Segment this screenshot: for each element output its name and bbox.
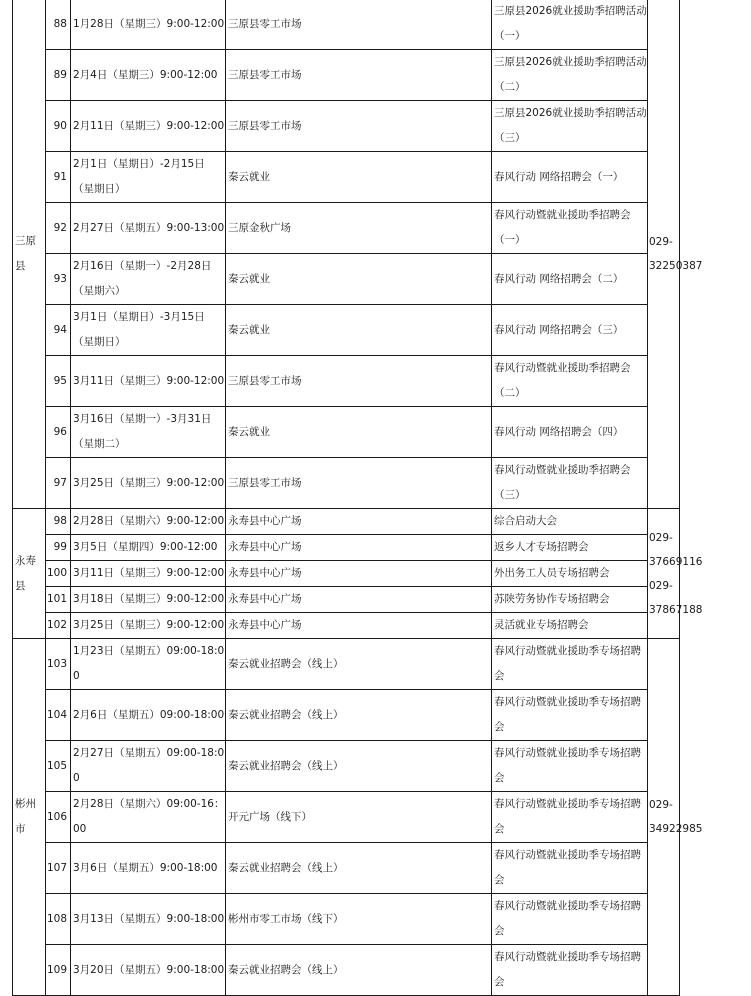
- event-cell: 三原县2026就业援助季招聘活动（二）: [492, 50, 648, 101]
- row-number: 101: [46, 587, 71, 613]
- venue-cell: 三原县零工市场: [226, 458, 492, 509]
- row-number: 97: [46, 458, 71, 509]
- event-cell: 综合启动大会: [492, 509, 648, 535]
- time-cell: 1月23日（星期五）09:00-18:00: [71, 639, 226, 690]
- event-cell: 春风行动暨就业援助季专场招聘会: [492, 690, 648, 741]
- venue-cell: 三原县零工市场: [226, 101, 492, 152]
- time-cell: 3月11日（星期三）9:00-12:00: [71, 561, 226, 587]
- table-body: [13, 0, 703, 996]
- time-cell: 3月5日（星期四）9:00-12:00: [71, 535, 226, 561]
- job-fair-schedule-table: [12, 0, 703, 996]
- venue-cell: 三原县零工市场: [226, 356, 492, 407]
- table-row: [13, 894, 680, 945]
- table-row: [13, 203, 680, 254]
- table-row: [13, 356, 680, 407]
- table-row: [13, 613, 680, 639]
- venue-cell: 永寿县中心广场: [226, 587, 492, 613]
- row-number: 90: [46, 101, 71, 152]
- time-cell: 2月4日（星期三）9:00-12:00: [71, 50, 226, 101]
- event-cell: 春风行动暨就业援助季招聘会（一）: [492, 203, 648, 254]
- row-number: 108: [46, 894, 71, 945]
- row-number: 109: [46, 945, 71, 996]
- time-cell: 3月1日（星期日）-3月15日（星期日）: [71, 305, 226, 356]
- event-cell: 春风行动暨就业援助季招聘会（二）: [492, 356, 648, 407]
- table-row: [13, 50, 680, 101]
- event-cell: 返乡人才专场招聘会: [492, 535, 648, 561]
- row-number: 88: [46, 0, 71, 50]
- row-number: 91: [46, 152, 71, 203]
- table-row: [13, 509, 680, 535]
- venue-cell: 秦云就业招聘会（线上）: [226, 843, 492, 894]
- table-row: [13, 741, 680, 792]
- county-cell: 永寿县: [13, 509, 46, 639]
- venue-cell: 永寿县中心广场: [226, 613, 492, 639]
- time-cell: 1月28日（星期三）9:00-12:00: [71, 0, 226, 50]
- time-cell: 3月16日（星期一）-3月31日（星期二）: [71, 407, 226, 458]
- venue-cell: 永寿县中心广场: [226, 535, 492, 561]
- event-cell: 春风行动 网络招聘会（四）: [492, 407, 648, 458]
- row-number: 103: [46, 639, 71, 690]
- table-row: [13, 305, 680, 356]
- table-row: [13, 945, 680, 996]
- table-row: [13, 152, 680, 203]
- time-cell: 2月6日（星期五）09:00-18:00: [71, 690, 226, 741]
- row-number: 100: [46, 561, 71, 587]
- table-row: [13, 639, 680, 690]
- venue-cell: 秦云就业: [226, 254, 492, 305]
- event-cell: 春风行动 网络招聘会（二）: [492, 254, 648, 305]
- venue-cell: 三原金秋广场: [226, 203, 492, 254]
- time-cell: 3月18日（星期三）9:00-12:00: [71, 587, 226, 613]
- row-number: 106: [46, 792, 71, 843]
- venue-cell: 秦云就业: [226, 152, 492, 203]
- event-cell: 外出务工人员专场招聘会: [492, 561, 648, 587]
- contact-phone: 029-37867188: [649, 579, 703, 616]
- contact-phone-cell: [648, 639, 703, 996]
- event-cell: 三原县2026就业援助季招聘活动（三）: [492, 101, 648, 152]
- row-number: 105: [46, 741, 71, 792]
- table-row: [13, 458, 680, 509]
- event-cell: 春风行动暨就业援助季专场招聘会: [492, 843, 648, 894]
- event-cell: 春风行动 网络招聘会（一）: [492, 152, 648, 203]
- contact-phone-cell: [648, 0, 703, 509]
- venue-cell: 三原县零工市场: [226, 50, 492, 101]
- venue-cell: 秦云就业招聘会（线上）: [226, 639, 492, 690]
- time-cell: 3月20日（星期五）9:00-18:00: [71, 945, 226, 996]
- event-cell: 春风行动 网络招聘会（三）: [492, 305, 648, 356]
- event-cell: 春风行动暨就业援助季专场招聘会: [492, 945, 648, 996]
- table-row: [13, 561, 680, 587]
- row-number: 104: [46, 690, 71, 741]
- row-number: 89: [46, 50, 71, 101]
- venue-cell: 永寿县中心广场: [226, 509, 492, 535]
- time-cell: 2月16日（星期一）-2月28日（星期六）: [71, 254, 226, 305]
- event-cell: 春风行动暨就业援助季专场招聘会: [492, 639, 648, 690]
- table-row: [13, 101, 680, 152]
- event-cell: 春风行动暨就业援助季招聘会（三）: [492, 458, 648, 509]
- time-cell: 3月13日（星期五）9:00-18:00: [71, 894, 226, 945]
- row-number: 94: [46, 305, 71, 356]
- venue-cell: 秦云就业招聘会（线上）: [226, 690, 492, 741]
- row-number: 98: [46, 509, 71, 535]
- table-row: [13, 407, 680, 458]
- venue-cell: 永寿县中心广场: [226, 561, 492, 587]
- time-cell: 3月6日（星期五）9:00-18:00: [71, 843, 226, 894]
- table-row: [13, 587, 680, 613]
- time-cell: 2月1日（星期日）-2月15日（星期日）: [71, 152, 226, 203]
- event-cell: 春风行动暨就业援助季专场招聘会: [492, 741, 648, 792]
- contact-phone: 029-34922985: [649, 799, 703, 835]
- venue-cell: 彬州市零工市场（线下）: [226, 894, 492, 945]
- event-cell: 灵活就业专场招聘会: [492, 613, 648, 639]
- row-number: 95: [46, 356, 71, 407]
- event-cell: 苏陕劳务协作专场招聘会: [492, 587, 648, 613]
- event-cell: 春风行动暨就业援助季专场招聘会: [492, 792, 648, 843]
- time-cell: 2月27日（星期五）9:00-13:00: [71, 203, 226, 254]
- venue-cell: 秦云就业: [226, 305, 492, 356]
- row-number: 102: [46, 613, 71, 639]
- time-cell: 3月25日（星期三）9:00-12:00: [71, 458, 226, 509]
- row-number: 92: [46, 203, 71, 254]
- time-cell: 2月28日（星期六）09:00-16：00: [71, 792, 226, 843]
- venue-cell: 秦云就业招聘会（线上）: [226, 741, 492, 792]
- venue-cell: 秦云就业: [226, 407, 492, 458]
- time-cell: 3月25日（星期三）9:00-12:00: [71, 613, 226, 639]
- venue-cell: 三原县零工市场: [226, 0, 492, 50]
- table-row: [13, 535, 680, 561]
- contact-phone: 029-37669116: [649, 531, 703, 568]
- table-row: [13, 843, 680, 894]
- time-cell: 2月11日（星期三）9:00-12:00: [71, 101, 226, 152]
- row-number: 93: [46, 254, 71, 305]
- venue-cell: 开元广场（线下）: [226, 792, 492, 843]
- event-cell: 春风行动暨就业援助季专场招聘会: [492, 894, 648, 945]
- table-row: [13, 690, 680, 741]
- venue-cell: 秦云就业招聘会（线上）: [226, 945, 492, 996]
- table-row: [13, 0, 680, 50]
- county-cell: 三原县: [13, 0, 46, 509]
- contact-phone-cell: [648, 509, 703, 639]
- row-number: 107: [46, 843, 71, 894]
- contact-phone: 029-32250387: [649, 235, 703, 272]
- event-cell: 三原县2026就业援助季招聘活动（一）: [492, 0, 648, 50]
- county-cell: 彬州市: [13, 639, 46, 996]
- time-cell: 2月28日（星期六）9:00-12:00: [71, 509, 226, 535]
- row-number: 96: [46, 407, 71, 458]
- table-row: [13, 254, 680, 305]
- row-number: 99: [46, 535, 71, 561]
- time-cell: 2月27日（星期五）09:00-18:00: [71, 741, 226, 792]
- table-row: [13, 792, 680, 843]
- time-cell: 3月11日（星期三）9:00-12:00: [71, 356, 226, 407]
